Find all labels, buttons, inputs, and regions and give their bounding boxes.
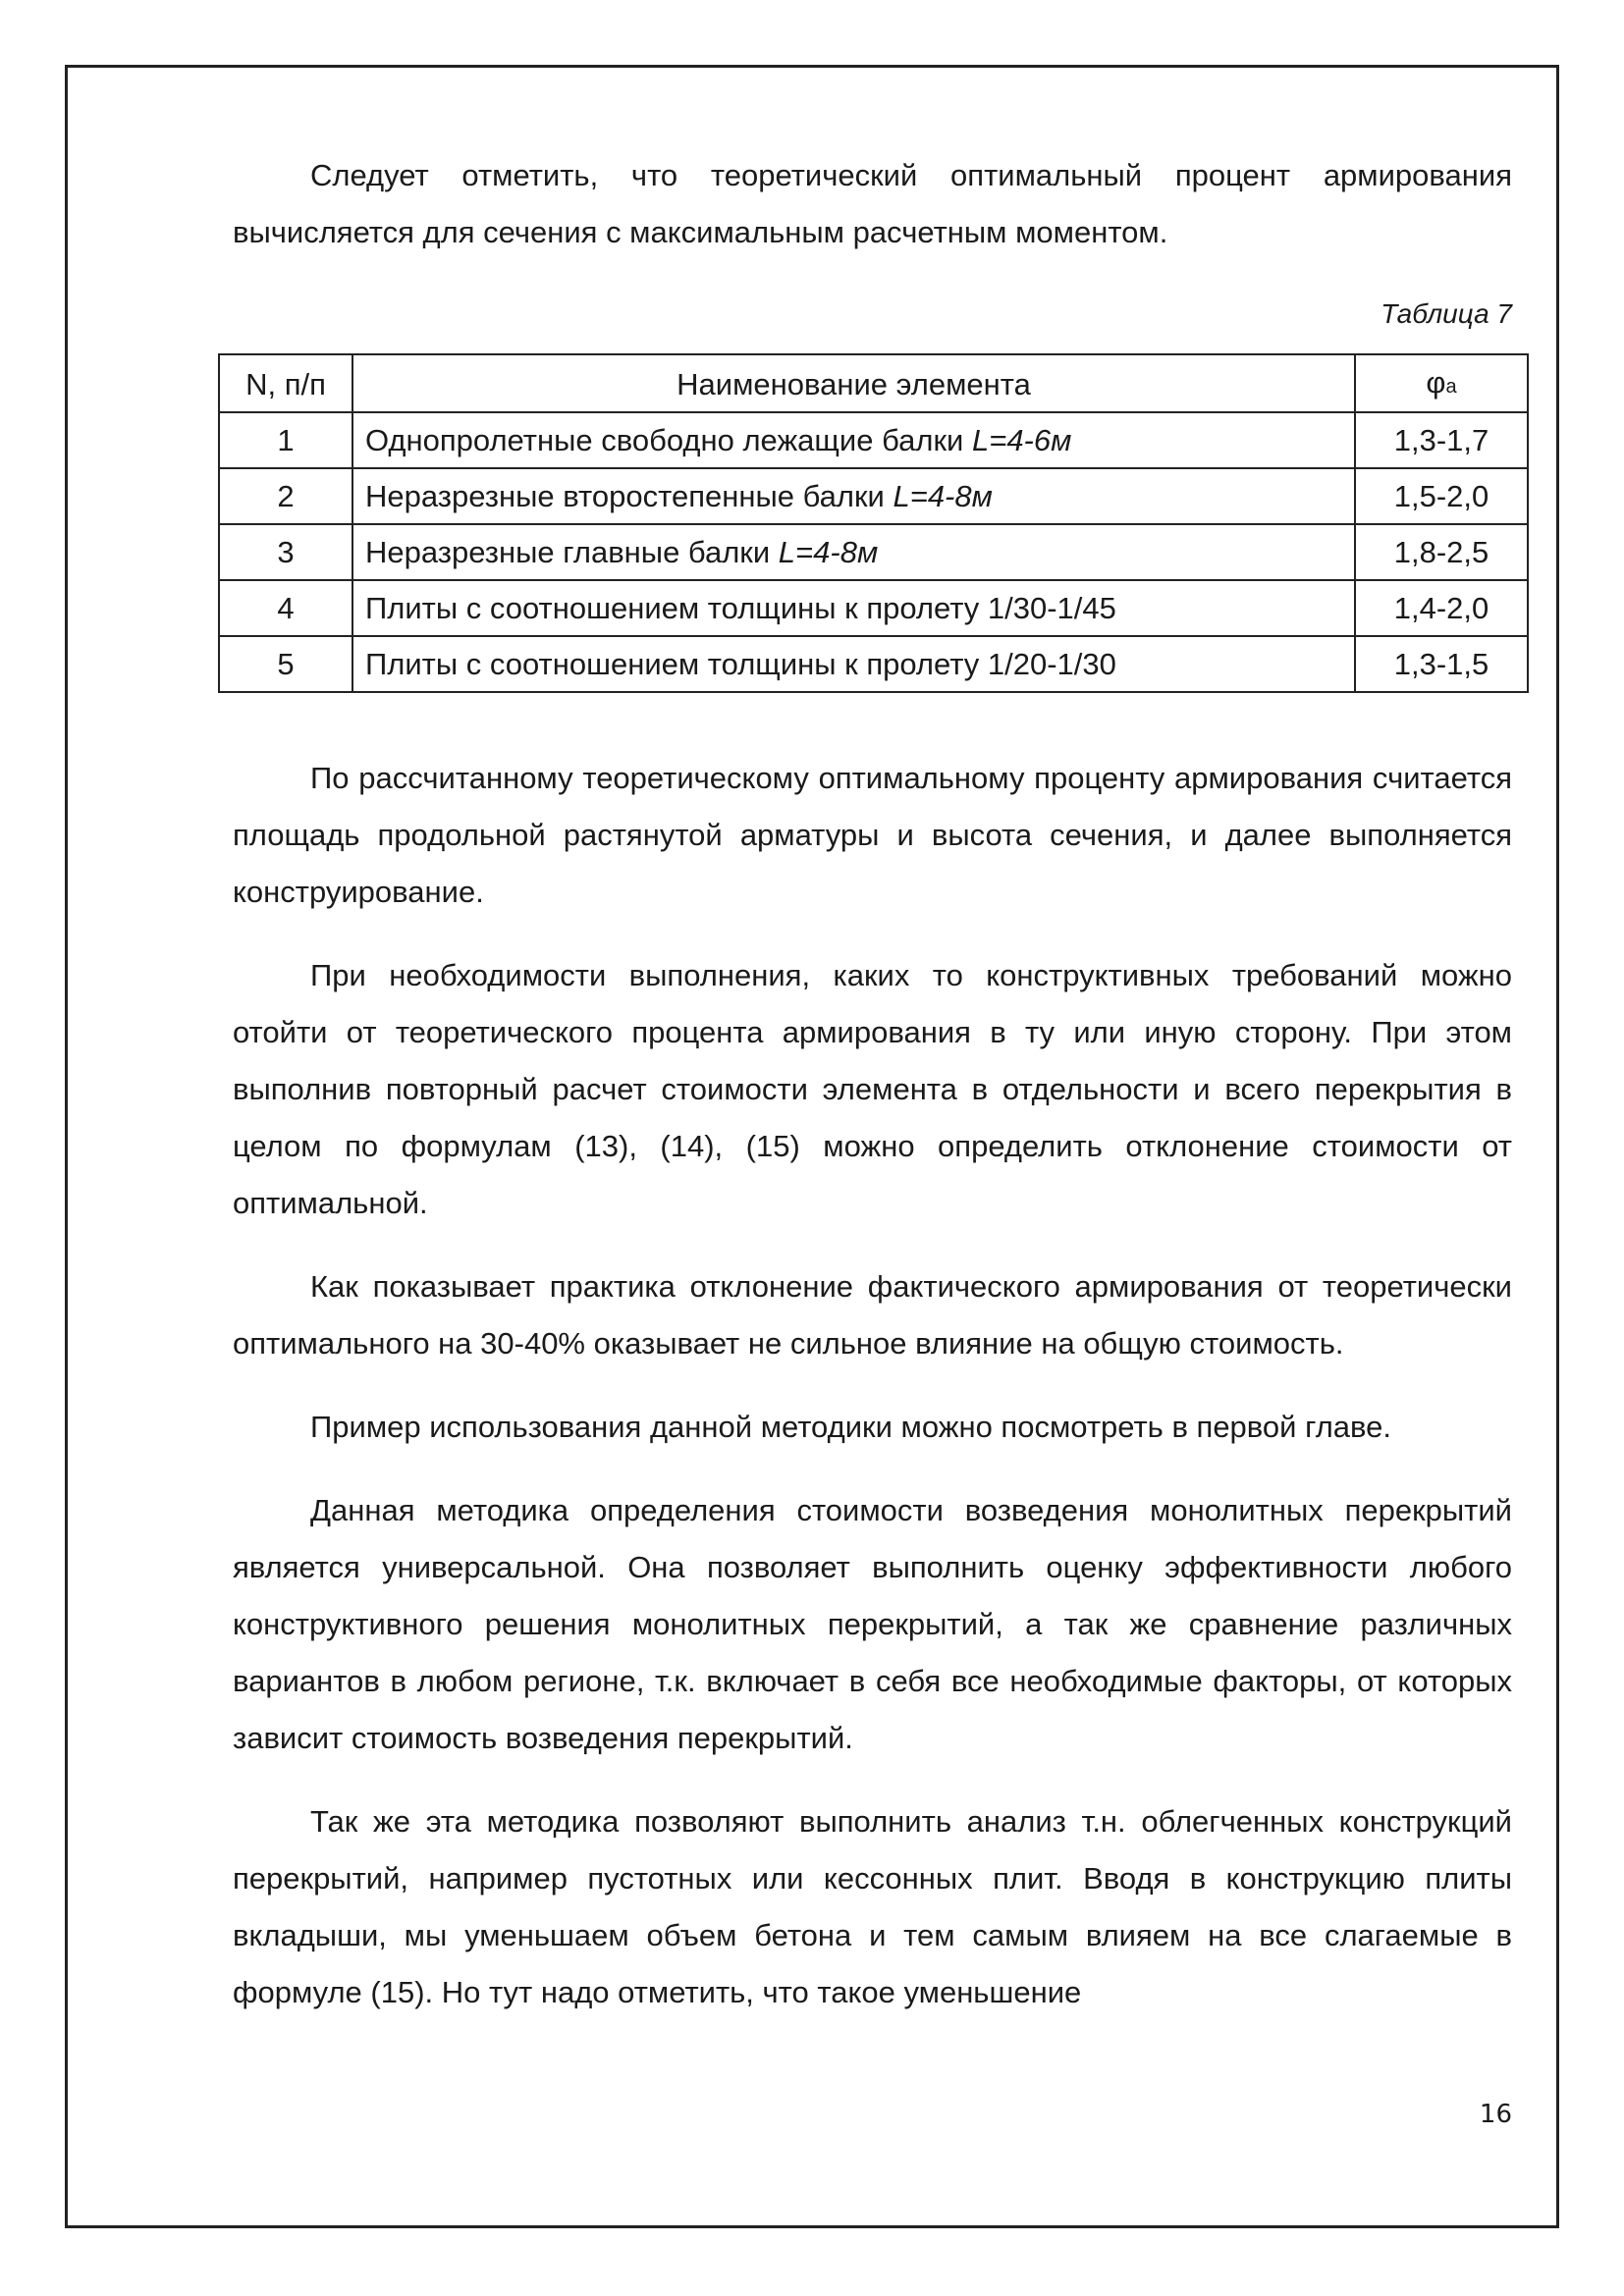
row-element-name [352, 636, 1355, 692]
row-phi-value: 1,4-2,0 [1355, 580, 1528, 636]
table-header-row [219, 354, 1528, 412]
row-phi-value: 1,5-2,0 [1355, 468, 1528, 524]
reinforcement-ratio-table [218, 353, 1529, 693]
row-number: 2 [219, 468, 352, 524]
row-phi-value: 1,3-1,5 [1355, 636, 1528, 692]
table-row [219, 412, 1528, 468]
phi-symbol: φ [1426, 364, 1446, 400]
row-element-name [352, 580, 1355, 636]
row-number: 3 [219, 524, 352, 580]
row-number: 1 [219, 412, 352, 468]
paragraph-universal: Данная методика определения стоимости возведения монолитных перекрытий является универсальной. Она позволяет выполнить оценку эффективности любого конструктивного решения монолитных перекрытий, а так же сравнение различных вариантов в любом регионе, т.к. включает в себя все необходимые факторы, от которых зависит стоимость возведения перекрытий. [233, 1493, 1512, 1755]
row-name-span: L=4-8м [778, 534, 879, 569]
row-phi-value: 1,3-1,7 [1355, 412, 1528, 468]
row-element-name [352, 524, 1355, 580]
table-row [219, 580, 1528, 636]
table-row [219, 468, 1528, 524]
paragraph-practice: Как показывает практика отклонение фактического армирования от теоретически оптимального на 30-40% оказывает не сильное влияние на общую стоимость. [233, 1269, 1512, 1361]
table-row [219, 636, 1528, 692]
phi-subscript: а [1445, 375, 1457, 398]
paragraph-lightweight: Так же эта методика позволяют выполнить анализ т.н. облегченных конструкций перекрытий, например пустотных или кессонных плит. Вводя в конструкцию плиты вкладыши, мы уменьшаем объем бетона и тем самым влияем на все слагаемые в формуле (15). Но тут надо отметить, что такое уменьшение [233, 1804, 1512, 2009]
header-element-name: Наименование элемента [352, 354, 1355, 412]
table-row [219, 524, 1528, 580]
row-number: 5 [219, 636, 352, 692]
paragraph-deviation: При необходимости выполнения, каких то конструктивных требований можно отойти от теоретического процента армирования в ту или иную сторону. При этом выполнив повторный расчет стоимости элемента в отдельности и всего перекрытия в целом по формулам (13), (14), (15) можно определить отклонение стоимости от оптимальной. [233, 958, 1512, 1220]
row-name-text: Однопролетные свободно лежащие балки [365, 422, 972, 457]
row-name-text: Плиты с соотношением толщины к пролету 1/30-1/45 [365, 590, 1116, 625]
header-number: N, п/п [219, 354, 352, 412]
page-number: 16 [1479, 2100, 1512, 2129]
table-caption: Таблица 7 [1380, 298, 1512, 329]
row-name-text: Неразрезные второстепенные балки [365, 478, 893, 513]
paragraph-example: Пример использования данной методики можно посмотреть в первой главе. [310, 1410, 1392, 1444]
row-name-span: L=4-6м [971, 422, 1072, 457]
header-phi [1355, 354, 1528, 412]
paragraph-calculation: По рассчитанному теоретическому оптимальному проценту армирования считается площадь продольной растянутой арматуры и высота сечения, и далее выполняется конструирование. [233, 761, 1512, 909]
row-phi-value: 1,8-2,5 [1355, 524, 1528, 580]
page-content [233, 147, 1512, 2021]
row-name-text: Плиты с соотношением толщины к пролету 1/20-1/30 [365, 646, 1116, 681]
paragraph-intro: Следует отметить, что теоретический оптимальный процент армирования вычисляется для сечения с максимальным расчетным моментом. [233, 158, 1512, 249]
row-name-text: Неразрезные главные балки [365, 534, 779, 569]
row-element-name [352, 412, 1355, 468]
row-number: 4 [219, 580, 352, 636]
row-name-span: L=4-8м [893, 478, 993, 513]
row-element-name [352, 468, 1355, 524]
